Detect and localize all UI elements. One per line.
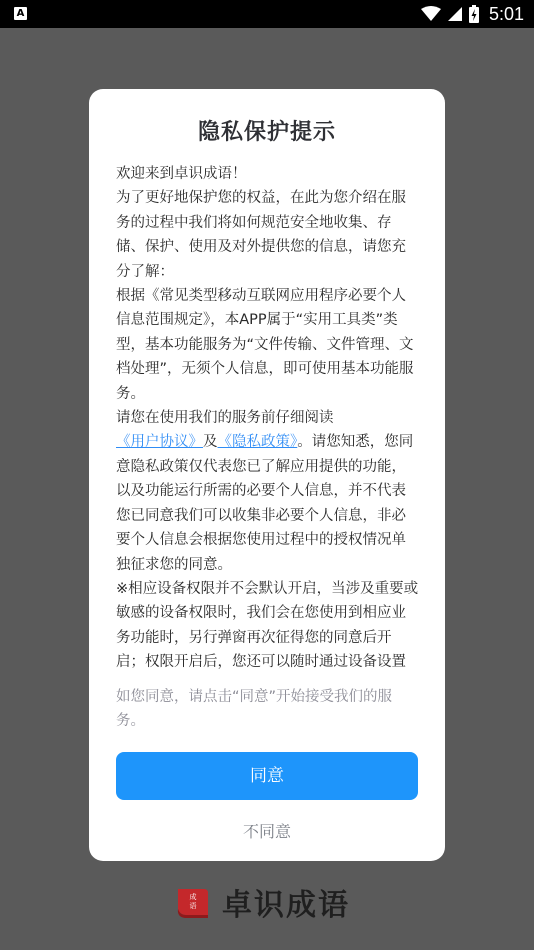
status-indicators — [421, 0, 524, 28]
status-bar — [0, 0, 534, 28]
welcome-text: 欢迎来到卓识成语！ — [116, 166, 247, 182]
wifi-icon — [421, 6, 441, 22]
agree-button[interactable]: 同意 — [116, 752, 418, 800]
brand-name: 卓识成语 — [222, 888, 350, 923]
brand — [176, 880, 350, 924]
agreement-text-suffix: 。请您知悉，您同意隐私政策仅代表您已了解应用提供的功能，以及功能运行所需的必要个人信息，并不代表您已同意我们可以收集非必要个人信息，非必要个人信息会根据您使用过程中的授权情况单独征求您的同意。 — [116, 434, 414, 573]
dialog-body[interactable] — [116, 162, 420, 676]
app-logo-icon — [176, 885, 210, 919]
status-time: 5:01 — [488, 3, 524, 24]
svg-text:语: 语 — [189, 902, 197, 910]
consent-note: 如您同意，请点击“同意”开始接受我们的服务。 — [116, 689, 393, 730]
agreement-and-text: 及 — [203, 434, 218, 451]
agreement-text-prefix: 请您在使用我们的服务前仔细阅读 — [116, 410, 334, 427]
svg-text:成: 成 — [189, 893, 197, 901]
app-notification-icon: A — [14, 7, 27, 20]
user-agreement-link[interactable]: 《用户协议》 — [116, 434, 203, 451]
dialog-title: 隐私保护提示 — [197, 120, 336, 145]
privacy-dialog — [89, 89, 445, 861]
cell-signal-icon — [447, 6, 463, 22]
agreement-text — [116, 406, 420, 577]
privacy-policy-link[interactable]: 《隐私政策》 — [217, 434, 298, 451]
battery-icon — [469, 5, 479, 23]
intro-text: 为了更好地保护您的权益，在此为您介绍在服务的过程中我们将如何规范安全地收集、存储、保护、使用及对外提供您的信息，请您充分了解： — [116, 190, 406, 280]
permission-text: ※相应设备权限并不会默认开启，当涉及重要或敏感的设备权限时，我们会在您使用到相应业务功能时，另行弹窗再次征得您的同意后开启；权限开启后，您还可以随时通过设备设置 — [116, 580, 419, 671]
disagree-button[interactable]: 不同意 — [242, 822, 291, 841]
regulation-text: 根据《常见类型移动互联网应用程序必要个人信息范围规定》，本APP属于“实用工具类”类型，基本功能服务为“文件传输、文件管理、文档处理”，无须个人信息，即可使用基本功能服务。 — [116, 288, 414, 402]
